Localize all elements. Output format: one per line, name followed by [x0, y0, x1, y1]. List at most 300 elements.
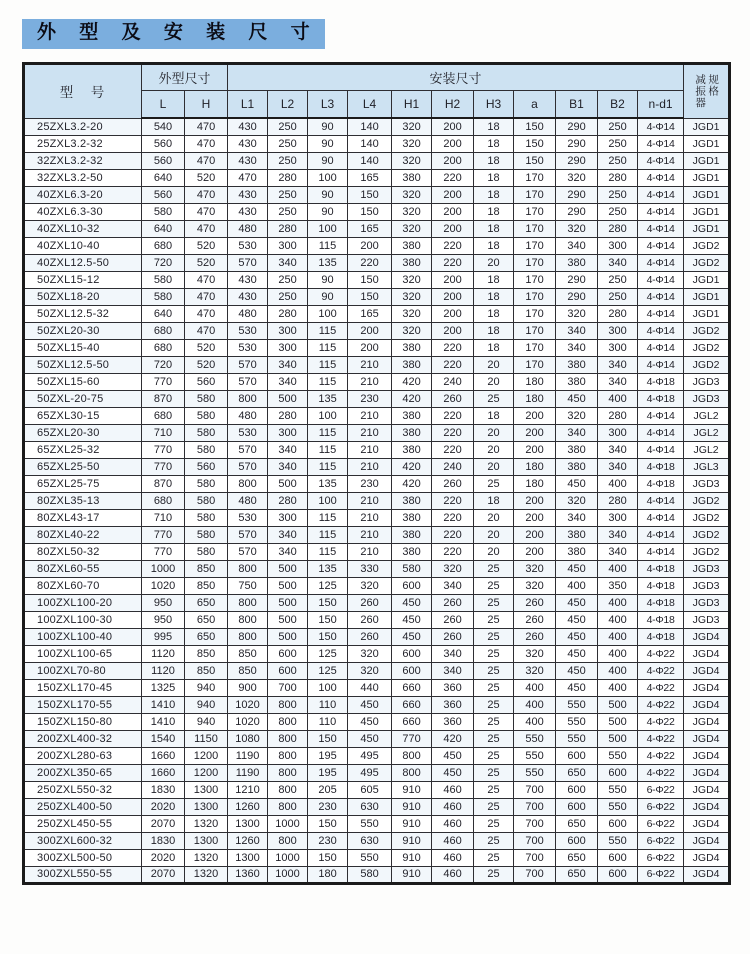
value-cell: 700	[514, 866, 556, 883]
column-header-a: a	[514, 90, 556, 118]
value-cell: 600	[268, 662, 308, 679]
model-cell: 40ZXL6.3-30	[24, 203, 142, 220]
value-cell: 100	[308, 679, 348, 696]
value-cell: 4-Φ18	[638, 458, 684, 475]
value-cell: 800	[268, 713, 308, 730]
value-cell: 320	[556, 220, 598, 237]
value-cell: 4-Φ14	[638, 339, 684, 356]
value-cell: 1200	[185, 764, 228, 781]
value-cell: 200	[432, 271, 474, 288]
value-cell: 1320	[185, 866, 228, 883]
table-row	[24, 203, 730, 220]
value-cell: 4-Φ22	[638, 662, 684, 679]
value-cell: 380	[392, 339, 432, 356]
value-cell: JGD2	[684, 492, 730, 509]
model-cell: 40ZXL6.3-20	[24, 186, 142, 203]
value-cell: 450	[556, 662, 598, 679]
value-cell: 600	[556, 798, 598, 815]
value-cell: 220	[432, 424, 474, 441]
value-cell: 470	[185, 271, 228, 288]
value-cell: 300	[268, 237, 308, 254]
value-cell: JGD1	[684, 118, 730, 135]
value-cell: 580	[142, 271, 185, 288]
value-cell: 135	[308, 390, 348, 407]
value-cell: 1000	[268, 849, 308, 866]
value-cell: 290	[556, 152, 598, 169]
value-cell: 1830	[142, 781, 185, 798]
value-cell: 6-Φ22	[638, 781, 684, 798]
model-cell: 50ZXL12.5-50	[24, 356, 142, 373]
value-cell: 6-Φ22	[638, 849, 684, 866]
value-cell: JGD2	[684, 356, 730, 373]
value-cell: 340	[268, 441, 308, 458]
value-cell: 800	[228, 611, 268, 628]
value-cell: 195	[308, 764, 348, 781]
value-cell: 170	[514, 339, 556, 356]
value-cell: 495	[348, 764, 392, 781]
table-row	[24, 152, 730, 169]
model-cell: 65ZXL25-50	[24, 458, 142, 475]
value-cell: 430	[228, 271, 268, 288]
value-cell: 450	[556, 645, 598, 662]
value-cell: 480	[228, 492, 268, 509]
value-cell: 4-Φ14	[638, 526, 684, 543]
value-cell: 550	[348, 815, 392, 832]
value-cell: 400	[556, 577, 598, 594]
value-cell: 200	[432, 135, 474, 152]
value-cell: 580	[185, 407, 228, 424]
value-cell: 300	[268, 424, 308, 441]
model-cell: 80ZXL35-13	[24, 492, 142, 509]
value-cell: JGD1	[684, 203, 730, 220]
table-row	[24, 169, 730, 186]
value-cell: 650	[185, 611, 228, 628]
value-cell: 220	[432, 254, 474, 271]
value-cell: 800	[228, 390, 268, 407]
value-cell: 280	[268, 220, 308, 237]
value-cell: 1020	[228, 713, 268, 730]
value-cell: 25	[474, 679, 514, 696]
value-cell: 1210	[228, 781, 268, 798]
value-cell: 250	[268, 135, 308, 152]
value-cell: 150	[348, 288, 392, 305]
value-cell: 550	[598, 747, 638, 764]
value-cell: 580	[392, 560, 432, 577]
value-cell: 800	[228, 594, 268, 611]
value-cell: 360	[432, 713, 474, 730]
value-cell: 450	[556, 679, 598, 696]
value-cell: 230	[308, 832, 348, 849]
column-header-n-d1: n-d1	[638, 90, 684, 118]
value-cell: 400	[514, 696, 556, 713]
value-cell: 680	[142, 322, 185, 339]
value-cell: 340	[598, 373, 638, 390]
value-cell: 25	[474, 798, 514, 815]
value-cell: 680	[142, 237, 185, 254]
value-cell: 520	[185, 254, 228, 271]
value-cell: 450	[556, 390, 598, 407]
value-cell: 400	[598, 679, 638, 696]
value-cell: JGD3	[684, 390, 730, 407]
value-cell: 320	[556, 169, 598, 186]
value-cell: 200	[348, 339, 392, 356]
value-cell: 700	[514, 832, 556, 849]
value-cell: 480	[228, 305, 268, 322]
value-cell: 18	[474, 220, 514, 237]
model-cell: 80ZXL60-55	[24, 560, 142, 577]
value-cell: 450	[348, 696, 392, 713]
value-cell: 135	[308, 560, 348, 577]
value-cell: 2020	[142, 798, 185, 815]
value-cell: 240	[432, 373, 474, 390]
value-cell: 220	[432, 441, 474, 458]
table-row	[24, 220, 730, 237]
value-cell: 115	[308, 509, 348, 526]
value-cell: 600	[392, 662, 432, 679]
value-cell: 340	[268, 356, 308, 373]
value-cell: 25	[474, 577, 514, 594]
value-cell: 380	[392, 492, 432, 509]
value-cell: 280	[268, 492, 308, 509]
value-cell: 25	[474, 781, 514, 798]
value-cell: 500	[268, 611, 308, 628]
value-cell: 380	[556, 373, 598, 390]
value-cell: 320	[348, 645, 392, 662]
value-cell: 995	[142, 628, 185, 645]
value-cell: 4-Φ18	[638, 594, 684, 611]
value-cell: 170	[514, 271, 556, 288]
value-cell: 500	[598, 730, 638, 747]
value-cell: 1320	[185, 815, 228, 832]
model-cell: 65ZXL25-75	[24, 475, 142, 492]
value-cell: JGD1	[684, 186, 730, 203]
value-cell: 400	[598, 475, 638, 492]
value-cell: 320	[514, 645, 556, 662]
value-cell: 580	[185, 441, 228, 458]
model-cell: 50ZXL-20-75	[24, 390, 142, 407]
column-header-model: 型 号	[24, 63, 142, 118]
value-cell: 90	[308, 203, 348, 220]
value-cell: 520	[185, 237, 228, 254]
value-cell: 25	[474, 849, 514, 866]
value-cell: 380	[392, 526, 432, 543]
value-cell: 260	[348, 594, 392, 611]
value-cell: 260	[514, 628, 556, 645]
value-cell: 90	[308, 288, 348, 305]
value-cell: JGD3	[684, 594, 730, 611]
value-cell: 800	[268, 696, 308, 713]
model-cell: 65ZXL20-30	[24, 424, 142, 441]
value-cell: 115	[308, 339, 348, 356]
value-cell: 110	[308, 696, 348, 713]
damper-label-left: 减振器	[694, 74, 707, 109]
value-cell: 260	[432, 594, 474, 611]
value-cell: JGD4	[684, 849, 730, 866]
value-cell: 770	[142, 543, 185, 560]
value-cell: 280	[598, 169, 638, 186]
model-cell: 150ZXL170-55	[24, 696, 142, 713]
model-cell: 40ZXL10-32	[24, 220, 142, 237]
value-cell: 800	[268, 781, 308, 798]
value-cell: 530	[228, 339, 268, 356]
value-cell: 18	[474, 288, 514, 305]
value-cell: 320	[392, 220, 432, 237]
value-cell: 170	[514, 322, 556, 339]
value-cell: 115	[308, 373, 348, 390]
column-header-damper	[684, 63, 730, 118]
model-cell: 250ZXL550-32	[24, 781, 142, 798]
value-cell: 940	[185, 696, 228, 713]
value-cell: 18	[474, 186, 514, 203]
value-cell: JGD3	[684, 373, 730, 390]
value-cell: 165	[348, 305, 392, 322]
value-cell: 550	[556, 730, 598, 747]
value-cell: 170	[514, 356, 556, 373]
value-cell: 520	[185, 169, 228, 186]
value-cell: 340	[268, 254, 308, 271]
table-row	[24, 390, 730, 407]
value-cell: 1410	[142, 713, 185, 730]
value-cell: 470	[185, 152, 228, 169]
value-cell: 4-Φ22	[638, 730, 684, 747]
value-cell: 850	[185, 577, 228, 594]
value-cell: 1150	[185, 730, 228, 747]
value-cell: 910	[392, 832, 432, 849]
value-cell: 4-Φ14	[638, 169, 684, 186]
value-cell: 600	[598, 866, 638, 883]
column-header-H1: H1	[392, 90, 432, 118]
value-cell: 400	[598, 645, 638, 662]
value-cell: 360	[432, 696, 474, 713]
value-cell: 400	[514, 679, 556, 696]
value-cell: 460	[432, 849, 474, 866]
value-cell: 260	[348, 611, 392, 628]
value-cell: 290	[556, 288, 598, 305]
value-cell: 25	[474, 560, 514, 577]
value-cell: 450	[432, 764, 474, 781]
value-cell: 550	[556, 713, 598, 730]
value-cell: 25	[474, 390, 514, 407]
value-cell: JGD4	[684, 832, 730, 849]
table-row	[24, 373, 730, 390]
value-cell: JGL2	[684, 407, 730, 424]
value-cell: 220	[432, 237, 474, 254]
value-cell: JGD1	[684, 169, 730, 186]
column-header-H: H	[185, 90, 228, 118]
value-cell: 18	[474, 322, 514, 339]
table-row	[24, 696, 730, 713]
value-cell: 550	[514, 747, 556, 764]
table-row	[24, 560, 730, 577]
value-cell: 180	[308, 866, 348, 883]
value-cell: 450	[556, 594, 598, 611]
model-cell: 300ZXL500-50	[24, 849, 142, 866]
value-cell: 400	[598, 628, 638, 645]
value-cell: 1000	[268, 866, 308, 883]
value-cell: 340	[268, 543, 308, 560]
table-row	[24, 356, 730, 373]
value-cell: 150	[348, 271, 392, 288]
value-cell: 290	[556, 135, 598, 152]
model-cell: 80ZXL43-17	[24, 509, 142, 526]
value-cell: 500	[268, 475, 308, 492]
column-header-L3: L3	[308, 90, 348, 118]
value-cell: 470	[185, 186, 228, 203]
value-cell: 200	[432, 220, 474, 237]
value-cell: 90	[308, 186, 348, 203]
value-cell: 340	[432, 662, 474, 679]
value-cell: 280	[268, 305, 308, 322]
value-cell: 380	[392, 543, 432, 560]
value-cell: 570	[228, 254, 268, 271]
value-cell: 500	[268, 560, 308, 577]
value-cell: 200	[514, 526, 556, 543]
value-cell: 850	[228, 645, 268, 662]
value-cell: 300	[598, 424, 638, 441]
model-cell: 100ZXL70-80	[24, 662, 142, 679]
value-cell: 200	[432, 322, 474, 339]
value-cell: 18	[474, 492, 514, 509]
value-cell: 380	[556, 356, 598, 373]
value-cell: 340	[556, 339, 598, 356]
value-cell: 4-Φ14	[638, 271, 684, 288]
model-cell: 100ZXL100-30	[24, 611, 142, 628]
value-cell: 470	[185, 203, 228, 220]
value-cell: 910	[392, 866, 432, 883]
value-cell: 90	[308, 118, 348, 135]
spec-table-body	[24, 118, 730, 883]
value-cell: 580	[185, 509, 228, 526]
value-cell: 25	[474, 696, 514, 713]
value-cell: 165	[348, 169, 392, 186]
value-cell: 170	[514, 305, 556, 322]
value-cell: 430	[228, 135, 268, 152]
value-cell: 4-Φ22	[638, 645, 684, 662]
value-cell: JGD1	[684, 271, 730, 288]
value-cell: 220	[432, 407, 474, 424]
model-cell: 200ZXL280-63	[24, 747, 142, 764]
value-cell: JGD3	[684, 560, 730, 577]
value-cell: JGD1	[684, 288, 730, 305]
value-cell: 680	[142, 407, 185, 424]
value-cell: 400	[598, 662, 638, 679]
value-cell: 115	[308, 526, 348, 543]
value-cell: 320	[392, 271, 432, 288]
value-cell: 470	[185, 135, 228, 152]
value-cell: 150	[308, 815, 348, 832]
value-cell: 450	[392, 594, 432, 611]
value-cell: 6-Φ22	[638, 832, 684, 849]
value-cell: 450	[432, 747, 474, 764]
value-cell: 250	[268, 186, 308, 203]
value-cell: 350	[598, 577, 638, 594]
value-cell: 260	[432, 611, 474, 628]
value-cell: 25	[474, 764, 514, 781]
value-cell: 250	[268, 203, 308, 220]
value-cell: 1020	[142, 577, 185, 594]
value-cell: 550	[598, 832, 638, 849]
value-cell: 220	[432, 339, 474, 356]
value-cell: 320	[556, 305, 598, 322]
value-cell: 1020	[228, 696, 268, 713]
value-cell: 115	[308, 237, 348, 254]
value-cell: 420	[432, 730, 474, 747]
value-cell: 240	[432, 458, 474, 475]
value-cell: 940	[185, 679, 228, 696]
model-cell: 32ZXL3.2-32	[24, 152, 142, 169]
value-cell: 800	[228, 475, 268, 492]
value-cell: 200	[432, 305, 474, 322]
value-cell: 320	[432, 560, 474, 577]
value-cell: 170	[514, 288, 556, 305]
value-cell: 320	[514, 560, 556, 577]
value-cell: 380	[392, 441, 432, 458]
value-cell: 460	[432, 798, 474, 815]
value-cell: 150	[514, 152, 556, 169]
value-cell: 450	[348, 713, 392, 730]
value-cell: JGD4	[684, 696, 730, 713]
value-cell: JGD4	[684, 798, 730, 815]
value-cell: 700	[268, 679, 308, 696]
table-row	[24, 781, 730, 798]
value-cell: JGD4	[684, 747, 730, 764]
model-cell: 100ZXL100-20	[24, 594, 142, 611]
value-cell: JGD4	[684, 866, 730, 883]
table-row	[24, 730, 730, 747]
value-cell: 4-Φ18	[638, 390, 684, 407]
value-cell: 800	[268, 730, 308, 747]
value-cell: 710	[142, 424, 185, 441]
value-cell: 1300	[228, 815, 268, 832]
table-row	[24, 764, 730, 781]
model-cell: 40ZXL12.5-50	[24, 254, 142, 271]
value-cell: 580	[142, 203, 185, 220]
value-cell: 560	[142, 152, 185, 169]
value-cell: JGD4	[684, 662, 730, 679]
value-cell: 20	[474, 526, 514, 543]
value-cell: 380	[392, 356, 432, 373]
value-cell: 18	[474, 339, 514, 356]
value-cell: 720	[142, 254, 185, 271]
value-cell: 4-Φ14	[638, 186, 684, 203]
value-cell: JGD2	[684, 237, 730, 254]
value-cell: 850	[228, 662, 268, 679]
value-cell: 580	[348, 866, 392, 883]
value-cell: 280	[598, 492, 638, 509]
value-cell: 470	[185, 288, 228, 305]
value-cell: 4-Φ18	[638, 560, 684, 577]
value-cell: 20	[474, 509, 514, 526]
value-cell: 115	[308, 356, 348, 373]
value-cell: 210	[348, 543, 392, 560]
model-cell: 50ZXL20-30	[24, 322, 142, 339]
value-cell: 700	[514, 798, 556, 815]
value-cell: 870	[142, 390, 185, 407]
value-cell: 6-Φ22	[638, 798, 684, 815]
value-cell: 380	[556, 526, 598, 543]
value-cell: 4-Φ22	[638, 679, 684, 696]
table-row	[24, 662, 730, 679]
value-cell: 20	[474, 356, 514, 373]
value-cell: 500	[598, 713, 638, 730]
value-cell: JGD4	[684, 679, 730, 696]
value-cell: 320	[556, 492, 598, 509]
value-cell: 640	[142, 220, 185, 237]
value-cell: 870	[142, 475, 185, 492]
value-cell: 300	[598, 509, 638, 526]
value-cell: 650	[556, 866, 598, 883]
value-cell: 150	[348, 203, 392, 220]
